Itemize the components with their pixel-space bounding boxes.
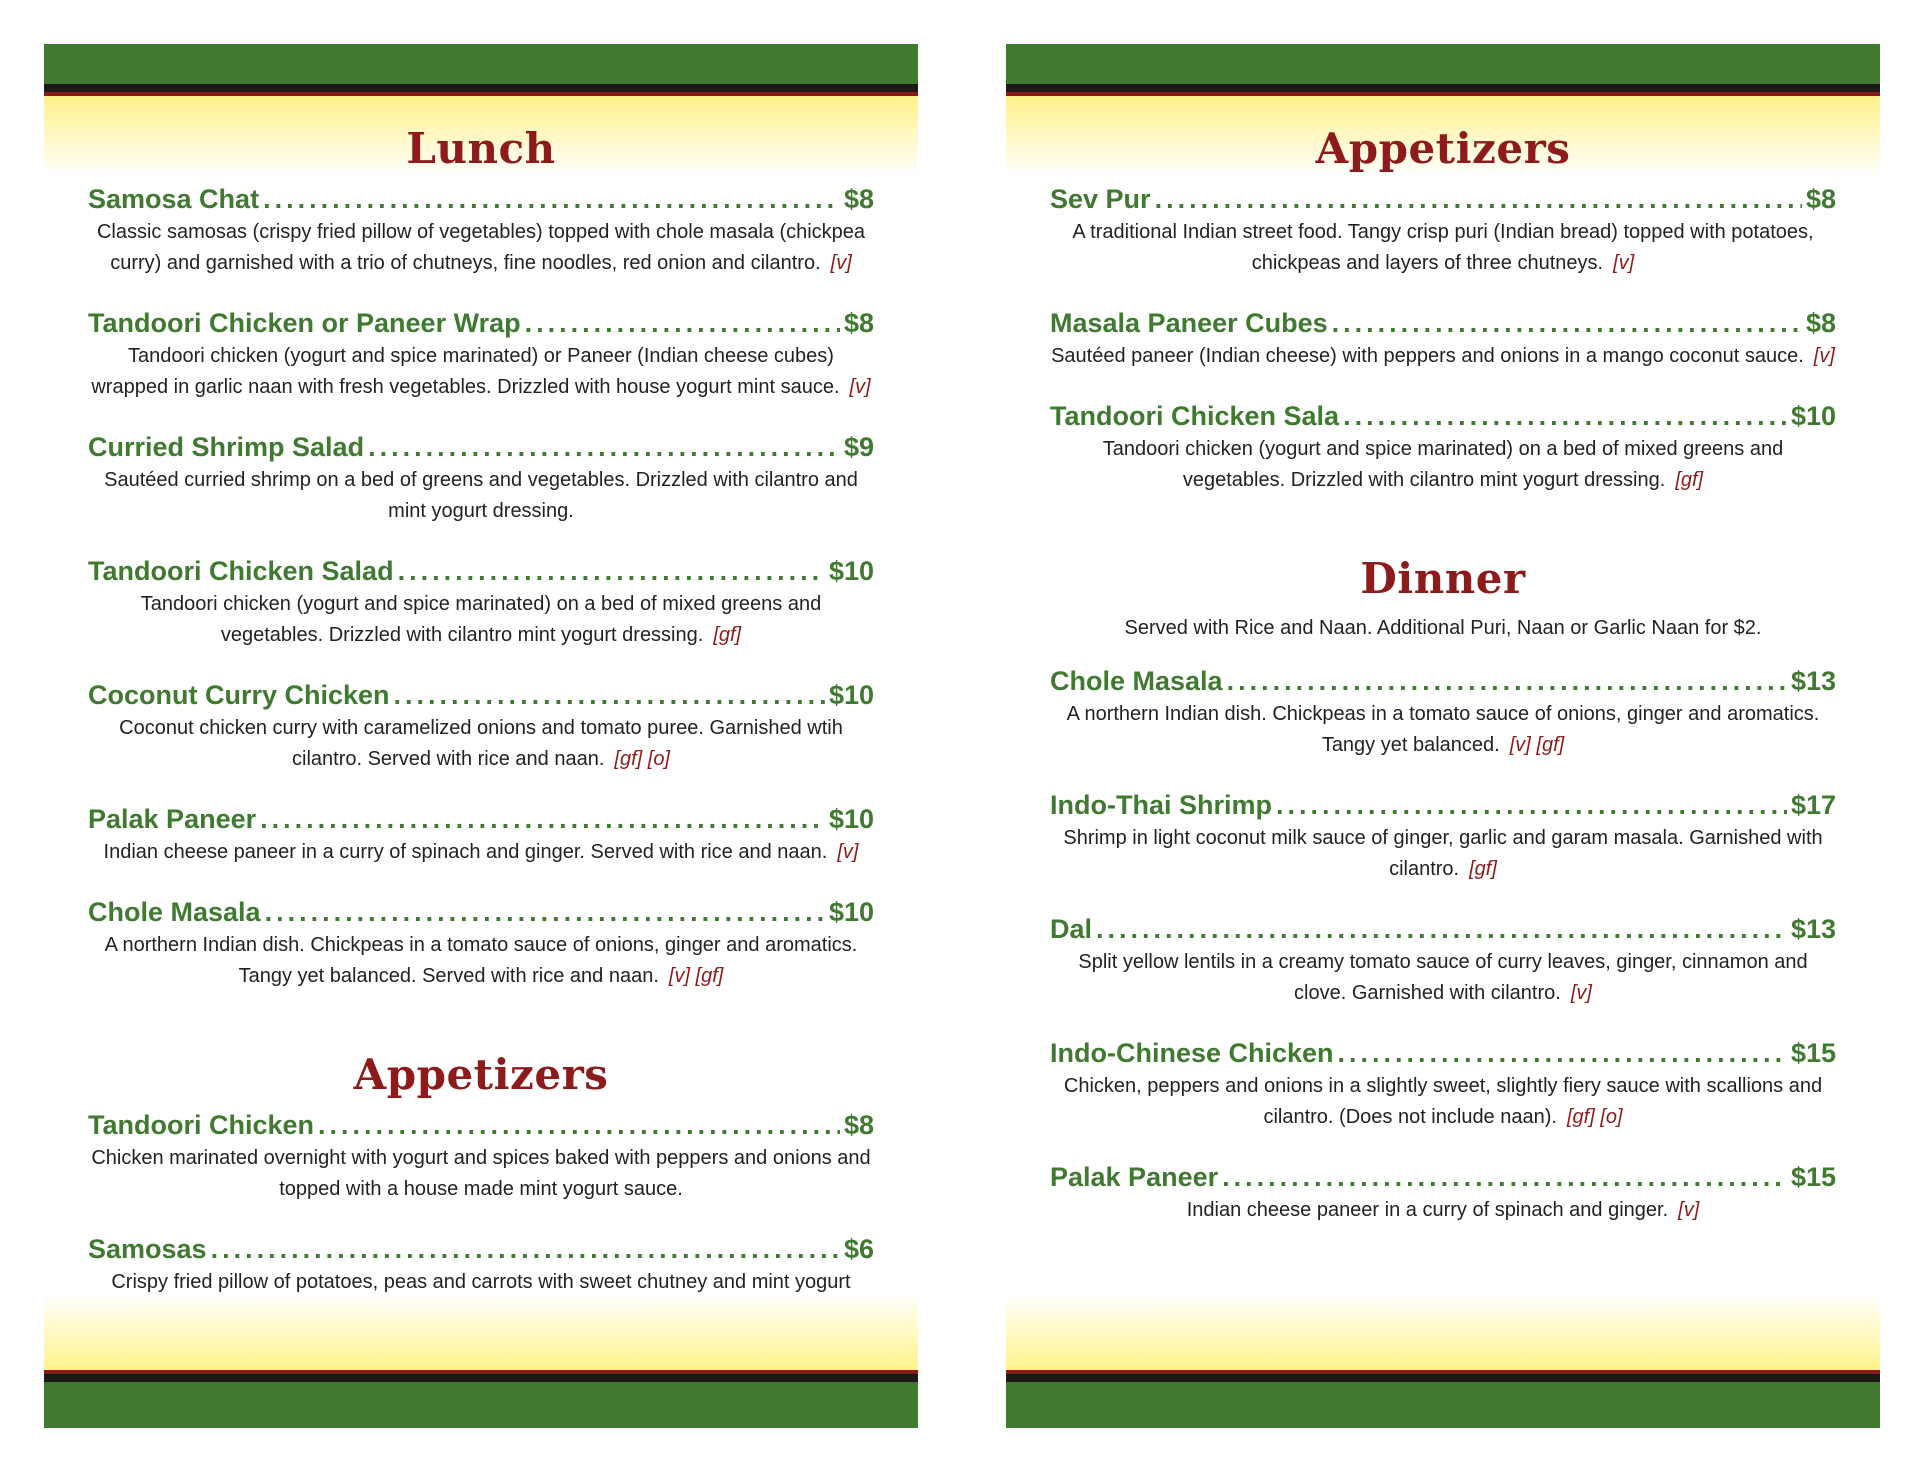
menu-item-name: Curried Shrimp Salad: [88, 432, 365, 462]
menu-item: [88, 555, 874, 651]
menu-item-name: Dal: [1050, 914, 1093, 944]
menu-item-header: [88, 803, 874, 835]
menu-item-header: [88, 896, 874, 928]
bottom-decor-band: [1006, 1294, 1880, 1444]
menu-item-description-text: Classic samosas (crispy fried pillow of vegetables) topped with chole masala (chickpea curry) and garnished with a trio of chutneys, fine noodles, red onion and cilantro.: [96, 221, 866, 274]
menu-item-description: [1050, 217, 1836, 279]
menu-item-header: [1050, 665, 1836, 697]
menu-item-description: [1050, 947, 1836, 1009]
menu-item-header: [88, 431, 874, 463]
menu-item-name: Tandoori Chicken Salad: [88, 556, 394, 586]
dot-leader: [1096, 913, 1787, 945]
menu-item-diet-tags: [v]: [1678, 1199, 1700, 1221]
menu-item-description: [1050, 434, 1836, 496]
dot-leader: [1222, 1161, 1787, 1193]
menu-item-description-text: A northern Indian dish. Chickpeas in a tomato sauce of onions, ginger and aromatics. Tangy yet balanced.: [1066, 703, 1820, 756]
menu-item: [88, 307, 874, 403]
menu-item-description: [88, 713, 874, 775]
menu-item-description: [88, 465, 874, 527]
menu-item-name: Chole Masala: [1050, 666, 1223, 696]
menu-item-price: $10: [828, 680, 874, 710]
menu-item-header: [1050, 307, 1836, 339]
menu-item-price: $15: [1790, 1162, 1836, 1192]
dot-leader: [211, 1233, 840, 1265]
menu-item-name: Palak Paneer: [1050, 1162, 1219, 1192]
menu-item-name: Tandoori Chicken Sala: [1050, 401, 1340, 431]
menu-item-price: $8: [843, 308, 874, 338]
menu-item: [88, 431, 874, 527]
dot-leader: [260, 803, 825, 835]
menu-item-diet-tags: [v] [gf]: [1509, 734, 1565, 756]
menu-item: [1050, 307, 1836, 372]
menu-item-description: [88, 930, 874, 992]
menu-item-diet-tags: [v]: [1613, 252, 1635, 274]
menu-item-price: $6: [843, 1234, 874, 1264]
menu-item-price: $9: [843, 432, 874, 462]
menu-item-description-text: Sautéed paneer (Indian cheese) with peppers and onions in a mango coconut sauce.: [1051, 345, 1804, 367]
lunch-list: [88, 183, 874, 992]
menu-item-name: Indo-Chinese Chicken: [1050, 1038, 1334, 1068]
lunch-title: Lunch: [406, 124, 556, 173]
menu-item-header: [88, 1233, 874, 1265]
dot-leader: [1276, 789, 1787, 821]
menu-item-header: [88, 1109, 874, 1141]
menu-item: [1050, 183, 1836, 279]
menu-item-header: [88, 183, 874, 215]
menu-item-diet-tags: [v]: [1813, 345, 1835, 367]
menu-item-diet-tags: [gf]: [1675, 469, 1704, 491]
top-decor-band: [1006, 44, 1880, 104]
menu-item-name: Chole Masala: [88, 897, 261, 927]
menu-item-description: [88, 837, 874, 868]
menu-page-right: [1006, 44, 1880, 1444]
menu-item-diet-tags: [gf]: [1469, 858, 1497, 880]
menu-item-header: [1050, 400, 1836, 432]
menu-item-header: [1050, 913, 1836, 945]
menu-item: [88, 896, 874, 992]
menu-item: [1050, 913, 1836, 1009]
top-decor-band: [44, 44, 918, 104]
dot-leader: [1343, 400, 1787, 432]
menu-item-diet-tags: [v]: [849, 376, 871, 398]
menu-item-description: [88, 589, 874, 651]
menu-item-description-text: A northern Indian dish. Chickpeas in a tomato sauce of onions, ginger and aromatics. Tangy yet balanced. Served with rice and naan.: [104, 934, 858, 987]
menu-item-price: $10: [828, 556, 874, 586]
menu-item-name: Tandoori Chicken: [88, 1110, 315, 1140]
menu-item-price: $13: [1790, 666, 1836, 696]
appetizers-title-left: Appetizers: [353, 1050, 609, 1099]
dot-leader: [263, 183, 840, 215]
menu-item-description-text: Tandoori chicken (yogurt and spice marinated) or Paneer (Indian cheese cubes) wrapped in garlic naan with fresh vegetables. Drizzled with house yogurt mint sauce.: [91, 345, 840, 398]
menu-item-header: [88, 555, 874, 587]
menu-item-header: [1050, 183, 1836, 215]
dot-leader: [1155, 183, 1802, 215]
menu-item-description-text: Tandoori chicken (yogurt and spice marinated) on a bed of mixed greens and vegetables. Drizzled with cilantro mint yogurt dressing.: [140, 593, 822, 646]
menu-item-price: $17: [1790, 790, 1836, 820]
menu-item-price: $10: [828, 804, 874, 834]
menu-item-header: [88, 679, 874, 711]
menu-item-header: [1050, 1037, 1836, 1069]
menu-item-description: [88, 341, 874, 403]
menu-item-diet-tags: [gf] [o]: [614, 748, 670, 770]
menu-item-header: [1050, 789, 1836, 821]
menu-item-name: Masala Paneer Cubes: [1050, 308, 1328, 338]
menu-item-description: [88, 1143, 874, 1205]
menu-item-description-text: Shrimp in light coconut milk sauce of ginger, garlic and garam masala. Garnished with cilantro.: [1063, 827, 1823, 880]
menu-item-price: $15: [1790, 1038, 1836, 1068]
menu-item-description-text: Split yellow lentils in a creamy tomato sauce of curry leaves, ginger, cinnamon and clove. Garnished with cilantro.: [1078, 951, 1808, 1004]
menu-item-header: [1050, 1161, 1836, 1193]
menu-item-description-text: Indian cheese paneer in a curry of spinach and ginger. Served with rice and naan.: [103, 841, 828, 863]
menu-item-description-text: Tandoori chicken (yogurt and spice marinated) on a bed of mixed greens and vegetables. Drizzled with cilantro mint yogurt dressing.: [1102, 438, 1784, 491]
menu-item-diet-tags: [v] [gf]: [668, 965, 724, 987]
menu-item-price: $8: [1805, 308, 1836, 338]
menu-page-left: [44, 44, 918, 1444]
menu-item: [1050, 1161, 1836, 1226]
dinner-title: Dinner: [1360, 554, 1526, 603]
menu-item-description: [88, 217, 874, 279]
dot-leader: [318, 1109, 840, 1141]
dot-leader: [1227, 665, 1787, 697]
menu-item: [1050, 400, 1836, 496]
dinner-note: Served with Rice and Naan. Additional Puri, Naan or Garlic Naan for $2.: [1124, 617, 1762, 639]
menu-item-diet-tags: [gf] [o]: [1566, 1106, 1623, 1128]
menu-item: [1050, 789, 1836, 885]
menu-item-description-text: Coconut chicken curry with caramelized onions and tomato puree. Garnished wtih cilantro. Served with rice and naan.: [119, 717, 843, 770]
menu-item: [88, 803, 874, 868]
menu-item-name: Tandoori Chicken or Paneer Wrap: [88, 308, 521, 338]
menu-item: [1050, 1037, 1836, 1133]
menu-item: [88, 1109, 874, 1205]
menu-item-name: Samosas: [88, 1234, 207, 1264]
menu-item-description-text: Indian cheese paneer in a curry of spinach and ginger.: [1186, 1199, 1669, 1221]
dot-leader: [1332, 307, 1802, 339]
menu-item-diet-tags: [v]: [830, 252, 852, 274]
dot-leader: [525, 307, 840, 339]
menu-item-price: $10: [1790, 401, 1836, 431]
menu-item-price: $8: [843, 1110, 874, 1140]
menu-item-name: Indo-Thai Shrimp: [1050, 790, 1272, 820]
menu-item-description-text: Sautéed curried shrimp on a bed of greens and vegetables. Drizzled with cilantro and mint yogurt dressing.: [104, 469, 858, 522]
menu-item-description: [1050, 1195, 1836, 1226]
dot-leader: [265, 896, 825, 928]
menu-item-diet-tags: [gf]: [713, 624, 742, 646]
menu-item-name: Sev Pur: [1050, 184, 1151, 214]
menu-item-price: $13: [1790, 914, 1836, 944]
menu-item-description: [1050, 699, 1836, 761]
menu-item: [88, 679, 874, 775]
dot-leader: [398, 555, 825, 587]
menu-item-description: [1050, 341, 1836, 372]
menu-item-name: Palak Paneer: [88, 804, 257, 834]
menu-item-description-text: A traditional Indian street food. Tangy crisp puri (Indian bread) topped with potatoes, chickpeas and layers of three chutneys.: [1072, 221, 1814, 274]
menu-item-diet-tags: [v]: [837, 841, 859, 863]
menu-item-description: [1050, 1071, 1836, 1133]
menu-item-price: $8: [843, 184, 874, 214]
menu-item-header: [88, 307, 874, 339]
menu-item: [1050, 665, 1836, 761]
menu-item-description-text: Crispy fried pillow of potatoes, peas and carrots with sweet chutney and mint yogurt: [111, 1271, 851, 1293]
menu-item-diet-tags: [v]: [1570, 982, 1592, 1004]
menu-item: [88, 183, 874, 279]
dot-leader: [1338, 1037, 1787, 1069]
dot-leader: [394, 679, 825, 711]
menu-item-name: Coconut Curry Chicken: [88, 680, 390, 710]
appetizers-list-right: [1050, 183, 1836, 496]
appetizers-title-right: Appetizers: [1315, 124, 1571, 173]
menu-item-name: Samosa Chat: [88, 184, 260, 214]
dinner-list: [1050, 665, 1836, 1226]
menu-item-description-text: Chicken marinated overnight with yogurt and spices baked with peppers and onions and topped with a house made mint yogurt sauce.: [91, 1147, 871, 1200]
dot-leader: [368, 431, 840, 463]
menu-item-description: [1050, 823, 1836, 885]
menu-item-price: $10: [828, 897, 874, 927]
bottom-decor-band: [44, 1294, 918, 1444]
menu-item-price: $8: [1805, 184, 1836, 214]
menu-item-description-text: Chicken, peppers and onions in a slightly sweet, slightly fiery sauce with scallions and cilantro. (Does not include naan).: [1063, 1075, 1823, 1128]
